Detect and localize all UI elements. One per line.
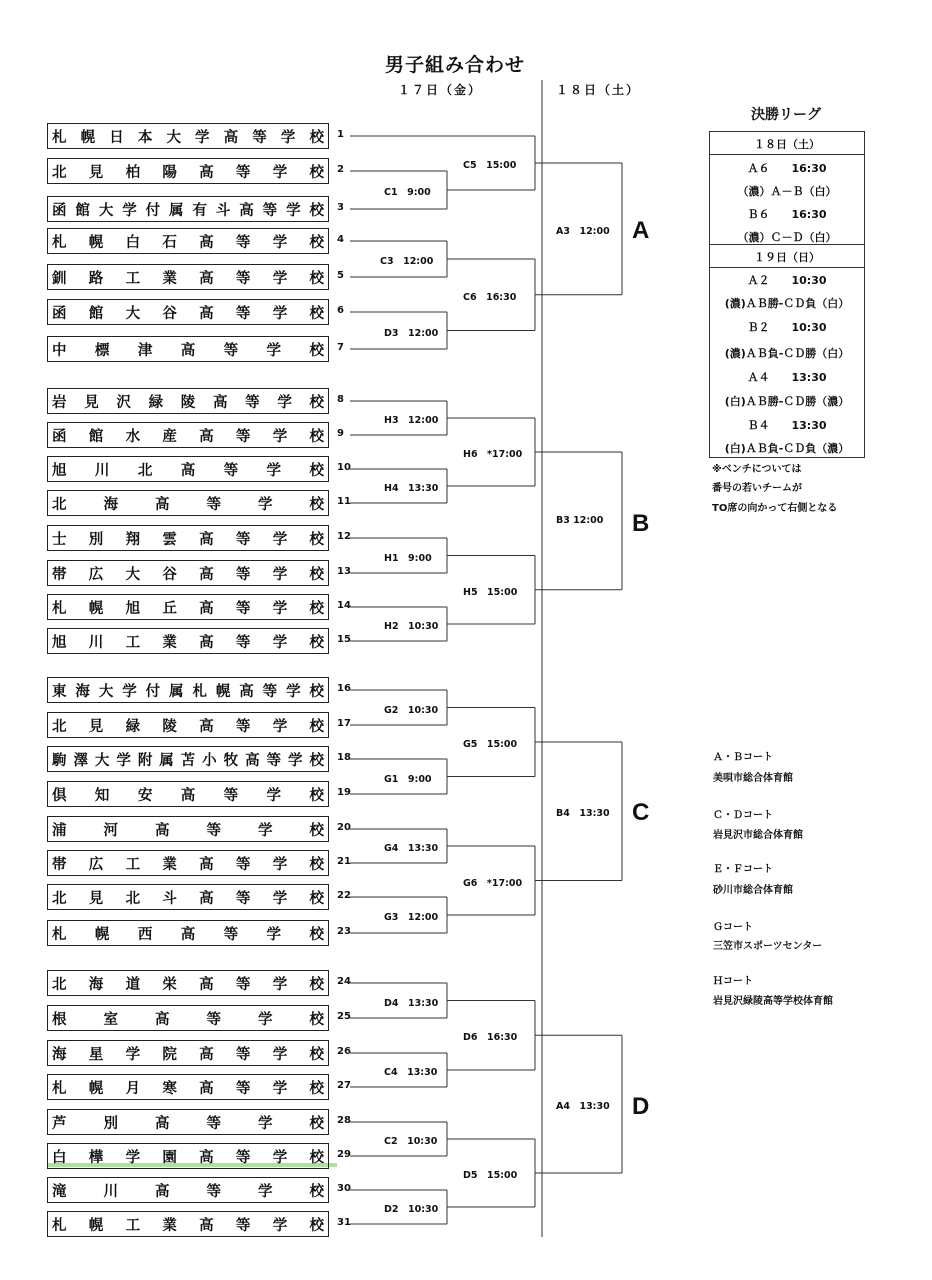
block-letter-c: C [632,799,650,826]
team-number: 7 [337,342,344,353]
team-box [47,158,329,184]
court-name: Ａ・Ｂコート [713,752,773,763]
team-number: 2 [337,164,344,175]
court-venue: 岩見沢市総合体育館 [713,830,803,841]
team-name: 海 星 学 院 高 等 学 校 [52,1046,324,1063]
team-number: 11 [337,496,351,507]
game-label-d3: D3 12:00 [384,327,439,339]
team-box [47,422,329,448]
team-box [47,781,329,807]
team-box [47,746,329,772]
team-number: 26 [337,1046,351,1057]
team-name: 浦 河 高 等 学 校 [52,822,324,839]
court-venue: 砂川市総合体育館 [713,885,793,896]
team-name: 札 幌 旭 丘 高 等 学 校 [52,600,324,617]
team-name: 北 見 北 斗 高 等 学 校 [52,890,324,907]
team-box [47,594,329,620]
final-league-row: Ａ６ 16:30 [747,162,827,175]
team-number: 31 [337,1217,351,1228]
team-name: 中 標 津 高 等 学 校 [52,342,324,359]
team-number: 13 [337,566,351,577]
team-box [47,1005,329,1031]
team-name: 札 幌 月 寒 高 等 学 校 [52,1080,324,1097]
game-label-c4: C4 13:30 [384,1067,438,1078]
team-number: 8 [337,394,344,405]
game-label-g3: G3 12:00 [384,912,439,923]
game-label-g4: G4 13:30 [384,843,439,854]
team-number: 15 [337,634,351,645]
block-letter-d: D [632,1093,650,1120]
block-letter-b: B [632,510,650,537]
team-name: 北 海 高 等 学 校 [52,496,324,513]
team-box [47,920,329,946]
team-box [47,1143,329,1169]
final-league-row: (濃)ＡＢ勝-ＣＤ負（白） [724,297,850,310]
team-box [47,196,329,222]
team-name: 札 幌 日 本 大 学 高 等 学 校 [52,129,324,146]
page-title: 男子組み合わせ [384,54,525,76]
team-name: 根 室 高 等 学 校 [52,1011,324,1028]
game-label-h2: H2 10:30 [384,621,439,632]
team-name: 北 見 柏 陽 高 等 学 校 [52,164,324,181]
game-label-d5: D5 15:00 [463,1170,518,1181]
final-league-row: Ａ４ 13:30 [747,371,827,384]
team-number: 17 [337,718,351,729]
final-league-row: Ｂ６ 16:30 [747,208,827,221]
team-number: 5 [337,270,344,281]
team-box [47,884,329,910]
team-number: 25 [337,1011,351,1022]
team-number: 16 [337,683,351,694]
team-box [47,336,329,362]
final-league-row: Ｂ２ 10:30 [747,321,827,334]
team-box [47,970,329,996]
final-league-row: (濃)ＡＢ負-ＣＤ勝（白） [724,347,850,360]
game-label-d6: D6 16:30 [463,1032,518,1044]
bench-note-line: ※ベンチについては [712,464,802,475]
team-box [47,299,329,325]
team-name: 札 幌 工 業 高 等 学 校 [52,1217,324,1234]
game-label-c1: C1 9:00 [384,187,431,198]
team-name: 倶 知 安 高 等 学 校 [52,787,324,804]
final-league-row: (白)ＡＢ勝-ＣＤ勝（濃） [724,395,850,408]
team-number: 10 [337,462,351,473]
team-box [47,712,329,738]
team-box [47,388,329,414]
game-label-b4: B4 13:30 [556,808,610,820]
team-number: 12 [337,531,351,542]
block-letter-a: A [632,217,650,244]
final-league-row: Ｂ４ 13:30 [747,419,827,432]
final-league-heading: 決勝リーグ [751,107,821,123]
team-number: 6 [337,305,344,316]
game-label-h6: H6 *17:00 [463,449,523,460]
game-label-g1: G1 9:00 [384,773,432,785]
court-name: Ｃ・Ｄコート [713,810,773,821]
game-label-g6: G6 *17:00 [463,877,523,889]
team-box [47,850,329,876]
team-number: 18 [337,752,351,763]
team-number: 19 [337,787,351,798]
team-number: 24 [337,976,351,987]
team-number: 28 [337,1115,351,1126]
team-name: 函 館 大 学 付 属 有 斗 高 等 学 校 [52,202,324,219]
final-league-day1: １８日（土） [754,138,820,151]
court-name: Ｈコート [713,976,753,987]
game-label-h5: H5 15:00 [463,586,518,598]
game-label-h3: H3 12:00 [384,415,439,426]
team-name: 北 海 道 栄 高 等 学 校 [52,976,324,993]
team-box [47,456,329,482]
game-label-a3: A3 12:00 [556,225,610,237]
court-name: Ｅ・Ｆコート [713,864,773,875]
team-name: 旭 川 北 高 等 学 校 [52,462,324,479]
team-name: 帯 広 大 谷 高 等 学 校 [52,566,324,583]
team-number: 3 [337,202,344,213]
team-box [47,123,329,149]
game-label-c3: C3 12:00 [380,256,434,267]
team-number: 20 [337,822,351,833]
team-number: 14 [337,600,351,611]
court-venue: 美唄市総合体育館 [713,773,793,784]
team-number: 9 [337,428,344,439]
final-league-day2: １９日（日） [754,251,820,264]
game-label-c2: C2 10:30 [384,1136,438,1147]
team-number: 27 [337,1080,351,1091]
team-name: 札 幌 白 石 高 等 学 校 [52,234,324,251]
day17-header: １７日（金） [398,83,483,97]
team-box [47,1040,329,1066]
game-label-h1: H1 9:00 [384,552,432,564]
court-name: Ｇコート [713,922,753,933]
team-name: 旭 川 工 業 高 等 学 校 [52,634,324,651]
game-label-b3: B3 12:00 [556,514,604,526]
final-league-row: （濃）Ａ－Ｂ（白） [737,185,837,198]
team-number: 21 [337,856,351,867]
team-box [47,1109,329,1135]
team-name: 滝 川 高 等 学 校 [52,1183,324,1200]
team-number: 4 [337,234,344,245]
game-label-g5: G5 15:00 [463,739,518,750]
team-box [47,264,329,290]
team-box [47,1177,329,1203]
game-label-h4: H4 13:30 [384,483,439,494]
team-name: 岩 見 沢 緑 陵 高 等 学 校 [52,394,324,411]
team-number: 22 [337,890,351,901]
final-league-row: (白)ＡＢ負-ＣＤ負（濃） [724,442,850,455]
court-venue: 三笠市スポーツセンター [713,941,823,952]
day18-header: １８日（土） [556,83,641,97]
team-name: 駒 澤 大 学 附 属 苫 小 牧 高 等 学 校 [52,752,324,769]
game-label-a4: A4 13:30 [556,1101,610,1113]
game-label-d2: D2 10:30 [384,1204,439,1215]
final-league-row: （濃）Ｃ－Ｄ（白） [737,231,837,244]
court-venue: 岩見沢緑陵高等学校体育館 [713,996,833,1007]
team-box [47,628,329,654]
team-name: 函 館 大 谷 高 等 学 校 [52,305,324,322]
game-label-d4: D4 13:30 [384,997,439,1009]
team-number: 29 [337,1149,351,1160]
team-box [47,525,329,551]
game-label-g2: G2 10:30 [384,704,439,716]
team-name: 釧 路 工 業 高 等 学 校 [52,270,324,287]
team-name: 士 別 翔 雲 高 等 学 校 [52,531,324,548]
team-number: 23 [337,926,351,937]
team-number: 1 [337,129,344,140]
team-name: 北 見 緑 陵 高 等 学 校 [52,718,324,735]
team-box [47,228,329,254]
team-box [47,1074,329,1100]
game-label-c6: C6 16:30 [463,291,517,303]
bench-note-line: TO席の向かって右側となる [712,503,838,514]
team-box [47,677,329,703]
final-league-row: Ａ２ 10:30 [747,274,827,287]
game-label-c5: C5 15:00 [463,160,517,171]
team-name: 札 幌 西 高 等 学 校 [52,926,324,943]
team-number: 30 [337,1183,351,1194]
team-box [47,560,329,586]
team-box [47,490,329,516]
team-name: 東 海 大 学 付 属 札 幌 高 等 学 校 [52,683,324,700]
bench-note-line: 番号の若いチームが [712,483,802,494]
team-name: 函 館 水 産 高 等 学 校 [52,428,324,445]
team-name: 芦 別 高 等 学 校 [52,1115,324,1132]
team-name: 白 樺 学 園 高 等 学 校 [52,1149,324,1166]
team-box [47,1211,329,1237]
team-name: 帯 広 工 業 高 等 学 校 [52,856,324,873]
team-box [47,816,329,842]
